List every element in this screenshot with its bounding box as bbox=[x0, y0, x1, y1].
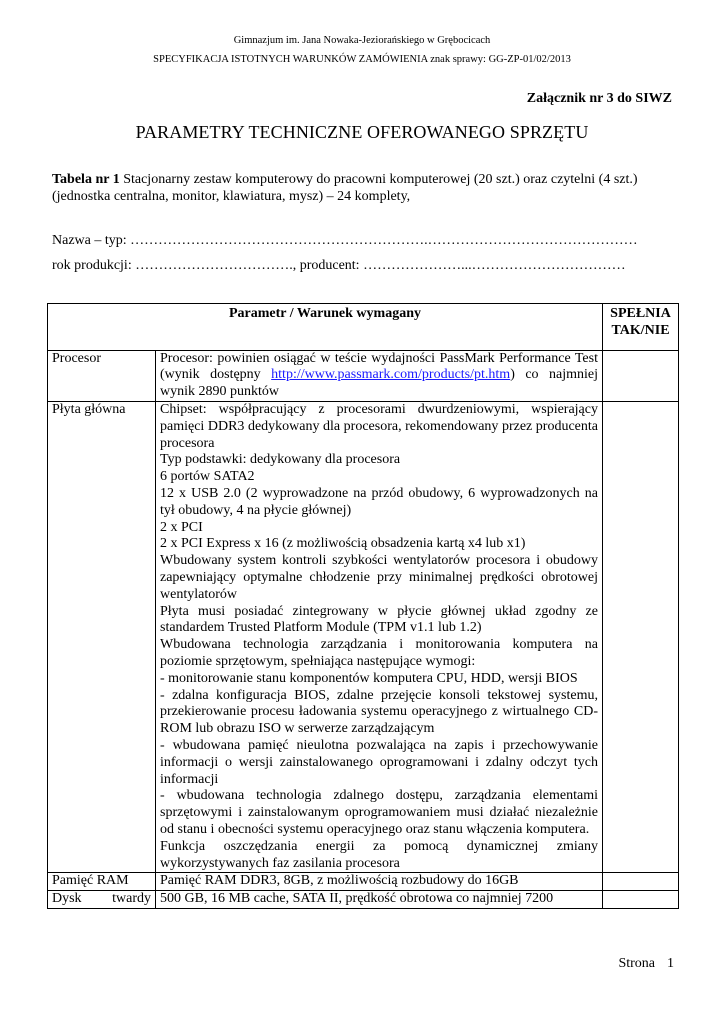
plyta-line: - wbudowana pamięć nieulotna pozwalająca na zapis i przechowywanie informacji o wersji zainstalowanego oprogramowani i zdalny odczyt tych informacji bbox=[160, 737, 598, 787]
page-footer bbox=[618, 956, 674, 972]
row-req-ram: Pamięć RAM DDR3, 8GB, z możliwością rozbudowy do 16GB bbox=[156, 873, 603, 891]
dysk-name-a: Dysk bbox=[52, 891, 82, 907]
row-req-plyta bbox=[156, 401, 603, 872]
header-param: Parametr / Warunek wymagany bbox=[48, 304, 603, 351]
plyta-line: Wbudowana technologia zarządzania i monitorowania komputera na poziomie sprzętowym, spełniająca następujące wymogi: bbox=[160, 637, 598, 669]
header-school: Gimnazjum im. Jana Nowaka-Jeziorańskiego w Grębocicach bbox=[233, 35, 491, 46]
procesor-text-before: Procesor: powinien osiągać w teście wydajności PassMark Performance Test (wynik dostępny bbox=[160, 350, 598, 383]
header-spec-line: SPECYFIKACJA ISTOTNYCH WARUNKÓW ZAMÓWIENIA znak sprawy: GG-ZP-01/02/2013 bbox=[153, 54, 571, 65]
nazwa-typ-field: Nazwa – typ: ……………………………………………………….……………………………………… bbox=[52, 233, 638, 248]
plyta-line: 6 portów SATA2 bbox=[160, 469, 255, 485]
table-row bbox=[48, 401, 679, 872]
rok-producent-field: rok produkcji: ……………………………., producent: …………………...…………………………… bbox=[52, 258, 626, 273]
row-ok-plyta[interactable] bbox=[603, 401, 679, 872]
intro-bold: Tabela nr 1 bbox=[52, 172, 120, 187]
plyta-line: Chipset: współpracujący z procesorami dwurdzeniowymi, wspierający pamięci DDR3 dedykowany dla procesora, rekomendowany przez producenta procesora bbox=[160, 401, 598, 451]
row-ok-ram[interactable] bbox=[603, 873, 679, 891]
page-title: PARAMETRY TECHNICZNE OFEROWANEGO SPRZĘTU bbox=[135, 122, 589, 142]
row-req-dysk: 500 GB, 16 MB cache, SATA II, prędkość obrotowa co najmniej 7200 bbox=[156, 891, 603, 909]
row-name-procesor: Procesor bbox=[48, 350, 156, 401]
header-ok bbox=[603, 304, 679, 351]
dysk-name-b: twardy bbox=[112, 891, 151, 907]
header-ok-line-1: SPEŁNIA bbox=[610, 306, 671, 321]
table-intro bbox=[52, 171, 674, 205]
row-ok-dysk[interactable] bbox=[603, 891, 679, 909]
row-name-plyta: Płyta główna bbox=[48, 401, 156, 872]
annex-label: Załącznik nr 3 do SIWZ bbox=[526, 91, 672, 106]
plyta-line: Funkcja oszczędzania energii za pomocą dynamicznej zmiany wykorzystywanych faz zasilania procesora bbox=[160, 838, 598, 871]
plyta-line: - zdalna konfiguracja BIOS, zdalne przejęcie konsoli tekstowej systemu, przekierowanie procesu ładowania systemu operacyjnego z wirtualnego CD-ROM lub obrazu ISO w serwerze zarządzającym bbox=[160, 687, 598, 737]
procesor-text-after: ) co najmniej wynik 2890 punktów bbox=[160, 367, 598, 400]
table-row bbox=[48, 350, 679, 401]
row-req-procesor bbox=[156, 350, 603, 401]
passmark-link[interactable]: http://www.passmark.com/products/pt.htm bbox=[271, 367, 511, 383]
table-row bbox=[48, 873, 679, 891]
plyta-line: - wbudowana technologia zdalnego dostępu, zarządzania elementami sprzętowymi i zainstalowanym oprogramowaniem musi działać niezależnie od stanu i obecności systemu operacyjnego oraz stanu włączenia komputera. bbox=[160, 788, 598, 837]
row-ok-procesor[interactable] bbox=[603, 350, 679, 401]
row-name-dysk bbox=[48, 891, 156, 909]
plyta-line: - monitorowanie stanu komponentów komputera CPU, HDD, wersji BIOS bbox=[160, 670, 578, 686]
header-ok-line-2: TAK/NIE bbox=[611, 322, 670, 338]
plyta-line: 2 x PCI Express x 16 (z możliwością obsadzenia kartą x4 lub x1) bbox=[160, 536, 526, 552]
row-name-ram: Pamięć RAM bbox=[48, 873, 156, 891]
spec-table bbox=[47, 303, 679, 909]
footer-page-number: 1 bbox=[667, 956, 674, 971]
footer-label: Strona bbox=[618, 956, 655, 971]
plyta-line: 2 x PCI bbox=[160, 519, 203, 535]
plyta-line: Płyta musi posiadać zintegrowany w płycie głównej układ zgodny ze standardem Trusted Platform Module (TPM v1.1 lub 1.2) bbox=[160, 603, 598, 636]
table-header-row bbox=[48, 304, 679, 351]
intro-text: Stacjonarny zestaw komputerowy do pracowni komputerowej (20 szt.) oraz czytelni (4 szt.) (jednostka centralna, monitor, klawiatura, mysz) – 24 komplety, bbox=[52, 172, 638, 204]
plyta-line: Typ podstawki: dedykowany dla procesora bbox=[160, 452, 401, 468]
table-row bbox=[48, 891, 679, 909]
plyta-line: Wbudowany system kontroli szybkości wentylatorów procesora i obudowy zapewniający optymalne chłodzenie przy minimalnej prędkości obrotowej wentylatorów bbox=[160, 553, 598, 602]
plyta-line: 12 x USB 2.0 (2 wyprowadzone na przód obudowy, 6 wyprowadzonych na tył obudowy, 4 na płycie głównej) bbox=[160, 485, 598, 518]
